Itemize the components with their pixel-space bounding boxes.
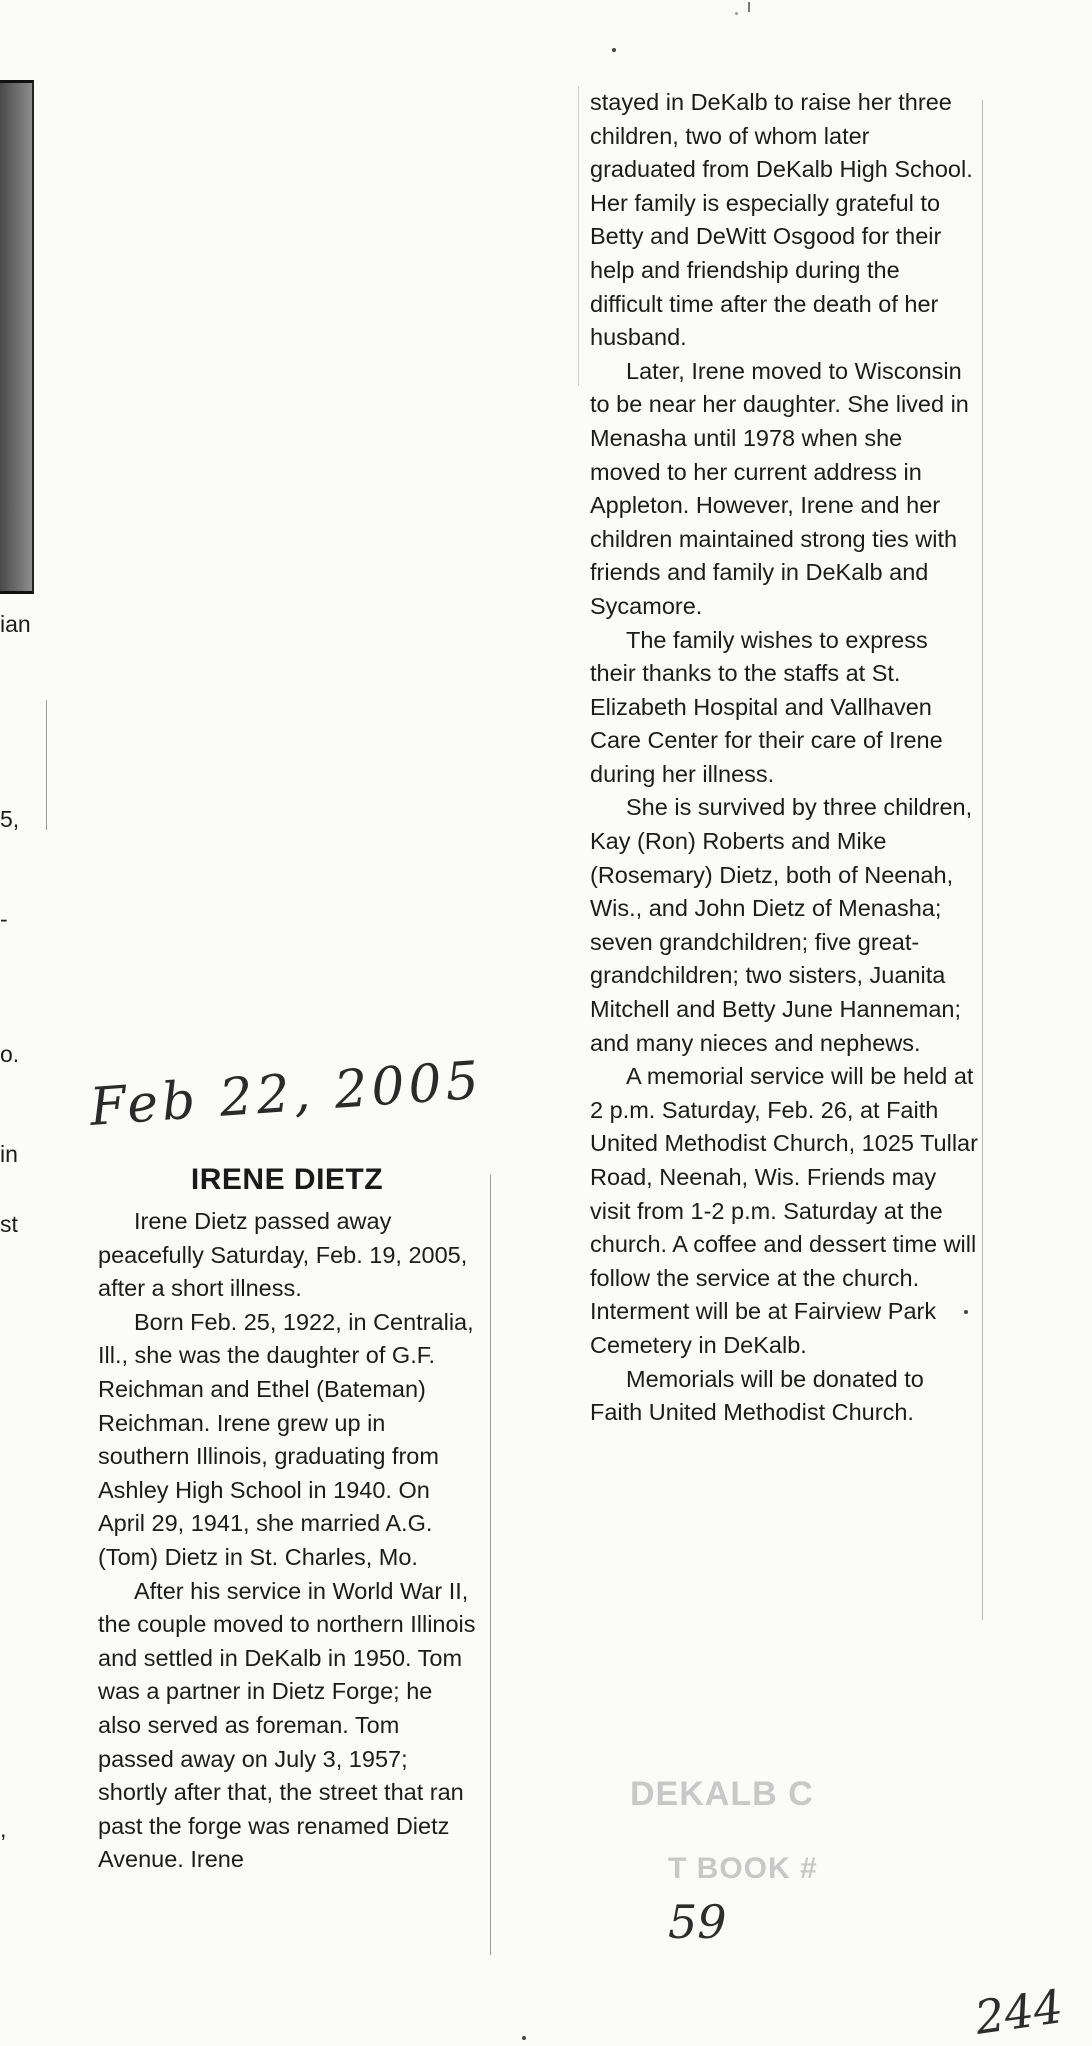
clipping-edge-rule (490, 1175, 491, 1955)
obituary-headline: IRENE DIETZ (190, 1163, 384, 1196)
left-fragment: in (0, 1141, 18, 1167)
scan-speck (735, 12, 738, 15)
handwritten-date: Feb 22, 2005 (87, 1050, 485, 1138)
left-fragment: 5, (0, 806, 20, 832)
handwritten-book-number: 59 (668, 1895, 727, 1949)
column-rule (46, 700, 47, 830)
left-fragment: , (0, 1816, 7, 1842)
obituary-left-column (98, 1205, 476, 1877)
scan-speck (612, 48, 616, 52)
left-fragment: o. (0, 1041, 20, 1067)
scan-speck (522, 2036, 526, 2040)
clipping-edge-rule (578, 86, 579, 386)
paragraph: The family wishes to express their thanks to the staffs at St. Elizabeth Hospital and Vallhaven Care Center for their care of Irene during her illness. (590, 626, 943, 787)
handwritten-page-number: 244 (971, 1979, 1067, 2045)
left-fragment: st (0, 1211, 18, 1237)
scan-speck (748, 2, 750, 12)
adjacent-photo-edge (0, 80, 34, 594)
scan-speck (964, 1310, 968, 1314)
left-fragment: - (0, 906, 8, 932)
archive-stamp-line1: DEKALB C (630, 1775, 814, 1813)
left-fragment: ian (0, 611, 31, 637)
paragraph: Later, Irene moved to Wisconsin to be near her daughter. She lived in Menasha until 1978 when she moved to her current address in Appleton. However, Irene and her children maintained strong ties with friends and family in DeKalb and Sycamore. (590, 357, 969, 619)
paragraph: stayed in DeKalb to raise her three children, two of whom later graduated from DeKalb High School. Her family is especially grateful to Betty and DeWitt Osgood for their help and friendship during the difficult time after the death of her husband. (590, 89, 973, 351)
paragraph: After his service in World War II, the couple moved to northern Illinois and settled in DeKalb in 1950. Tom was a partner in Dietz Forge; he also served as foreman. Tom passed away on July 3, 1957; shortly after that, the street that ran past the forge was renamed Dietz Avenue. Irene (98, 1577, 476, 1873)
obituary-right-column (590, 86, 978, 1430)
archive-stamp-line2: T BOOK # (668, 1852, 818, 1885)
paragraph: Irene Dietz passed away peacefully Saturday, Feb. 19, 2005, after a short illness. (98, 1208, 468, 1302)
paragraph: She is survived by three children, Kay (Ron) Roberts and Mike (Rosemary) Dietz, both of Neenah, Wis., and John Dietz of Menasha; seven grandchildren; five great-grandchildren; two sisters, Juanita Mitchell and Betty June Hanneman; and many nieces and nephews. (590, 794, 973, 1056)
clipping-edge-rule (982, 100, 983, 1620)
paragraph: Born Feb. 25, 1922, in Centralia, Ill., she was the daughter of G.F. Reichman and Ethel (Bateman) Reichman. Irene grew up in southern Illinois, graduating from Ashley High School in 1940. On April 29, 1941, she married A.G. (Tom) Dietz in St. Charles, Mo. (98, 1308, 474, 1570)
paragraph: A memorial service will be held at 2 p.m. Saturday, Feb. 26, at Faith United Methodist Church, 1025 Tullar Road, Neenah, Wis. Friends may visit from 1-2 p.m. Saturday at the church. A coffee and dessert time will follow the service at the church. Interment will be at Fairview Park Cemetery in DeKalb. (590, 1063, 978, 1358)
paragraph: Memorials will be donated to Faith United Methodist Church. (590, 1365, 924, 1426)
